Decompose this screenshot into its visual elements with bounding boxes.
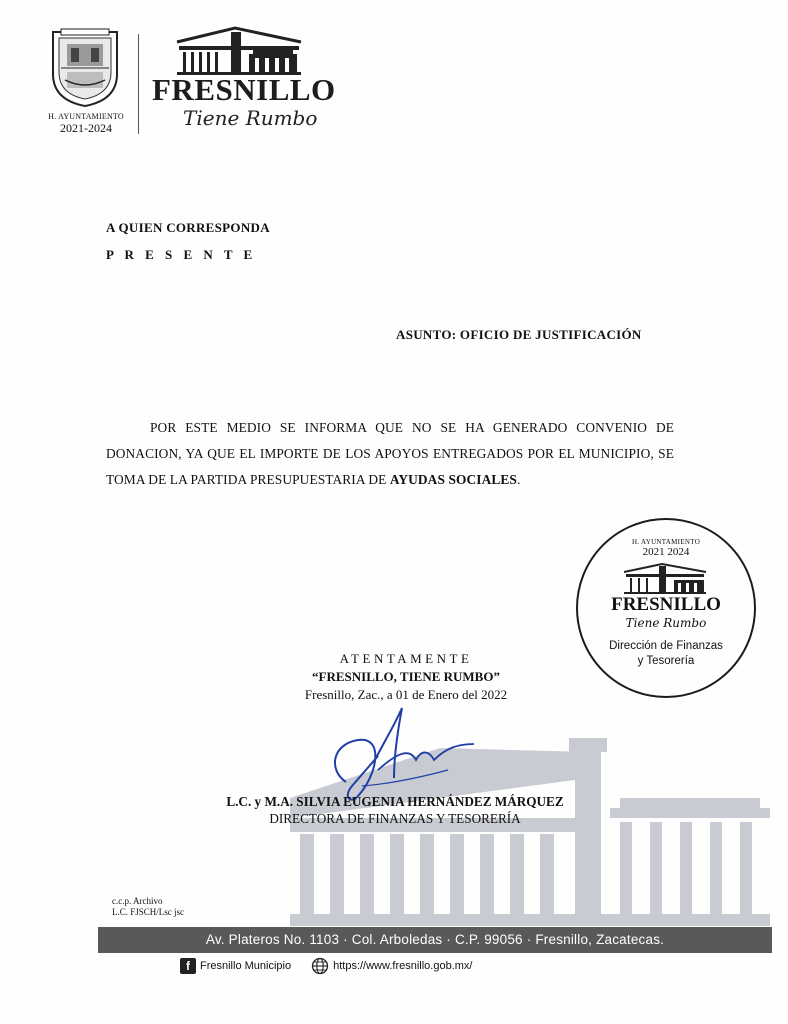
carbon-copy-note xyxy=(112,896,184,918)
stamp-title: FRESNILLO xyxy=(611,594,721,615)
body-bold-text: AYUDAS SOCIALES xyxy=(389,472,517,487)
closing-motto: “FRESNILLO, TIENE RUMBO” xyxy=(312,669,500,684)
stamp-department-line1: Dirección de Finanzas xyxy=(609,640,723,652)
coat-of-arms-icon xyxy=(47,26,123,108)
ccp-line2: L.C. FJSCH/Lsc jsc xyxy=(112,907,185,917)
greeting: P R E S E N T E xyxy=(106,247,257,262)
closing-word: ATENTAMENTE xyxy=(339,651,473,666)
header-divider xyxy=(138,34,139,134)
stamp-department-line2: y Tesorería xyxy=(637,655,695,667)
handwritten-signature-icon xyxy=(318,700,488,804)
stamp-label: H. AYUNTAMIENTO xyxy=(631,538,701,546)
facebook-icon: f xyxy=(180,958,196,974)
body-paragraph xyxy=(106,415,674,493)
ayuntamiento-label: H. AYUNTAMIENTO xyxy=(48,112,124,121)
closing-block xyxy=(260,651,552,703)
logo-slogan: Tiene Rumbo xyxy=(183,106,318,130)
logo-title: FRESNILLO xyxy=(152,72,336,107)
facebook-page[interactable]: Fresnillo Municipio xyxy=(200,960,292,972)
website-link[interactable]: https://www.fresnillo.gob.mx/ xyxy=(333,960,473,972)
footer-address: Av. Plateros No. 1103 · Col. Arboledas · C.P. 99056 · Fresnillo, Zacatecas. xyxy=(205,932,665,947)
fresnillo-building-logo-icon xyxy=(175,24,303,76)
subject-line: ASUNTO: OFICIO DE JUSTIFICACIÓN xyxy=(396,327,642,342)
addressee: A QUIEN CORRESPONDA xyxy=(106,220,270,235)
footer-links xyxy=(180,956,472,976)
signer-name: L.C. y M.A. SILVIA EUGENIA HERNÁNDEZ MÁRQUEZ xyxy=(226,794,564,809)
ayuntamiento-years: 2021-2024 xyxy=(60,121,112,135)
place-date: Fresnillo, Zac., a 01 de Enero del 2022 xyxy=(304,687,508,702)
official-stamp xyxy=(576,518,756,698)
signer-title: DIRECTORA DE FINANZAS Y TESORERÍA xyxy=(269,811,521,826)
stamp-building-icon xyxy=(622,562,708,596)
stamp-slogan: Tiene Rumbo xyxy=(625,616,707,630)
body-end: . xyxy=(516,472,521,487)
globe-icon xyxy=(311,957,329,975)
footer-address-bar xyxy=(98,927,772,953)
stamp-years: 2021 2024 xyxy=(642,546,690,558)
ccp-line1: c.c.p. Archivo xyxy=(112,896,163,906)
body-text: POR ESTE MEDIO SE INFORMA QUE NO SE HA GENERADO CONVENIO DE DONACION, YA QUE EL IMPORTE DE LOS APOYOS ENTREGADOS POR EL MUNICIPIO, SE TOMA DE LA PARTIDA PRESUPUESTARIA DE xyxy=(106,420,674,487)
